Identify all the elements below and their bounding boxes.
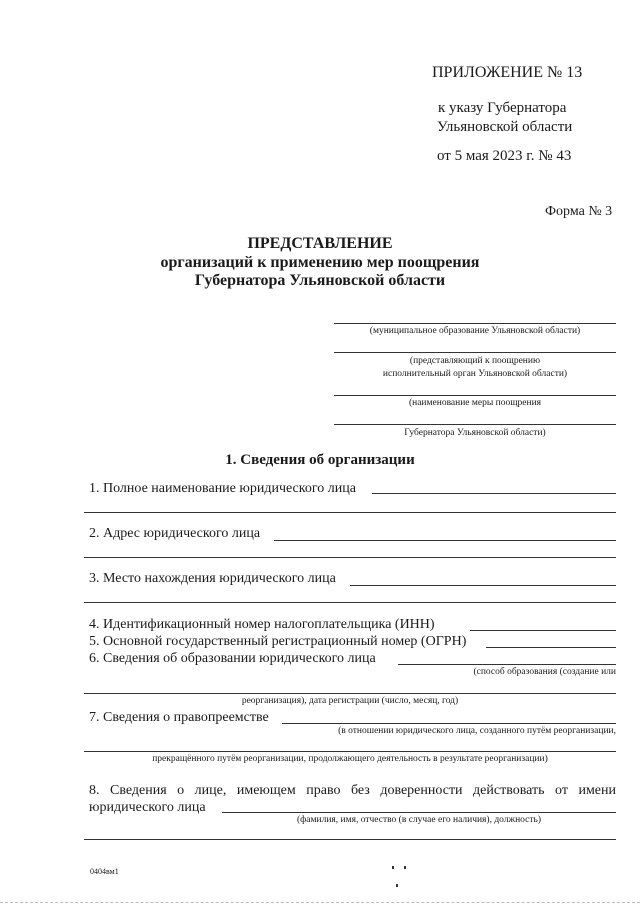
document-title: ПРЕДСТАВЛЕНИЕ: [247, 235, 393, 252]
section-heading: 1. Сведения об организации: [225, 452, 415, 468]
item-representative-line-2: [84, 839, 616, 840]
item-formation-hint-2: реорганизация), дата регистрации (число, месяц, год): [241, 696, 459, 706]
item-location-line-2: [84, 602, 616, 603]
item-representative-line: [222, 812, 616, 813]
item-address-line: [274, 540, 616, 541]
document-subtitle-1: организаций к применению мер поощрения: [160, 254, 480, 271]
footer-code: 0404вм1: [90, 867, 119, 876]
scan-speck: [392, 866, 394, 869]
item-succession-hint-1: (в отношении юридического лица, созданного путём реорганизации,: [338, 726, 616, 736]
item-succession-hint-2: прекращённого путём реорганизации, продолжающего деятельность в результате реорганизации): [152, 754, 548, 764]
item-location-line: [350, 585, 616, 586]
measure-line: [334, 395, 616, 396]
item-representative-label-2: юридического лица: [89, 800, 206, 815]
item-succession-line-2: [84, 751, 616, 752]
decree-line-2: Ульяновской области: [437, 119, 573, 135]
scan-speck: [396, 884, 398, 887]
item-location-label: 3. Место нахождения юридического лица: [89, 571, 336, 586]
item-inn-line: [470, 630, 616, 631]
municipality-line: [334, 323, 616, 324]
item-full-name-label: 1. Полное наименование юридического лица: [89, 481, 356, 496]
item-address-line-2: [84, 557, 616, 558]
item-formation-hint-1: (способ образования (создание или: [473, 667, 616, 677]
item-formation-line-2: [84, 693, 616, 694]
document-subtitle-2: Губернатора Ульяновской области: [194, 272, 446, 289]
body-caption-1: (представляющий к поощрению: [409, 356, 541, 366]
item-representative-hint: (фамилия, имя, отчество (в случае его наличия), должность): [296, 815, 542, 825]
item-full-name-line-2: [84, 512, 616, 513]
body-line: [334, 352, 616, 353]
item-ogrn-label: 5. Основной государственный регистрационный номер (ОГРН): [89, 634, 467, 649]
decree-date: от 5 мая 2023 г. № 43: [437, 148, 572, 164]
item-formation-line: [398, 664, 616, 665]
item-inn-label: 4. Идентификационный номер налогоплательщика (ИНН): [89, 617, 435, 632]
scan-speck: [404, 866, 406, 869]
item-formation-label: 6. Сведения об образовании юридического лица: [89, 651, 376, 666]
governor-caption: Губернатора Ульяновской области): [404, 428, 546, 438]
item-ogrn-line: [486, 647, 616, 648]
item-address-label: 2. Адрес юридического лица: [89, 526, 261, 541]
item-succession-label: 7. Сведения о правопреемстве: [89, 710, 269, 725]
governor-line: [334, 424, 616, 425]
item-representative-label-1: 8. Сведения о лице, имеющем право без доверенности действовать от имени: [89, 783, 616, 798]
scan-edge: [0, 902, 640, 903]
body-caption-2: исполнительный орган Ульяновской области): [382, 369, 568, 379]
item-full-name-line: [372, 493, 616, 494]
municipality-caption: (муниципальное образование Ульяновской области): [369, 326, 581, 336]
form-number: Форма № 3: [545, 204, 613, 219]
appendix-number: ПРИЛОЖЕНИЕ № 13: [432, 64, 583, 81]
decree-line-1: к указу Губернатора: [438, 100, 567, 116]
measure-caption: (наименование меры поощрения: [408, 398, 542, 408]
item-succession-line: [282, 723, 616, 724]
